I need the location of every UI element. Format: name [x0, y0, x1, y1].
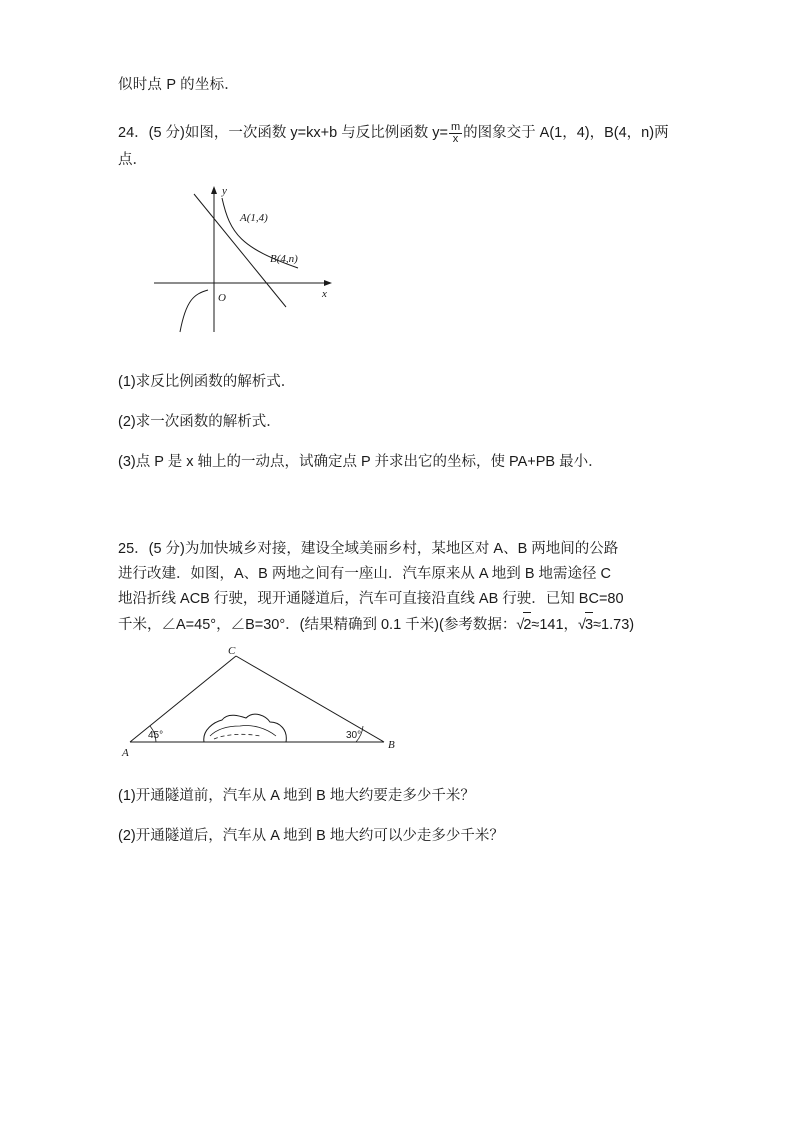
question-25-sub-2: (2)开通隧道后，汽车从 A 地到 B 地大约可以少走多少千米？ — [118, 828, 504, 844]
top-text-fragment: 似时点 P 的坐标． — [118, 77, 239, 93]
spacer — [118, 809, 683, 823]
point-b-label: B(4,n) — [270, 253, 298, 265]
spacer — [118, 395, 683, 409]
fraction-denominator: x — [452, 132, 459, 145]
spacer — [118, 515, 683, 537]
origin-label: O — [218, 292, 226, 304]
question-24-text-b: 的图象交于 A(1，4)，B(4，n)两点． — [118, 125, 669, 168]
question-25-line-3: 地沿折线 ACB 行驶，现开通隧道后，汽车可直接沿直线 AB 行驶．已知 BC=80 — [118, 591, 624, 607]
question-25-score: (5 分) — [148, 541, 185, 557]
spacer — [118, 98, 683, 120]
question-24-score: (5 分) — [148, 125, 185, 141]
spacer — [118, 475, 683, 515]
question-25-line-1: 为加快城乡对接，建设全域美丽乡村，某地区对 A、B 两地间的公路 — [184, 541, 619, 557]
vertex-b-label: B — [388, 739, 395, 751]
x-axis-label: x — [322, 288, 327, 300]
spacer — [118, 355, 683, 369]
question-25-number: 25． — [118, 541, 149, 557]
sqrt-3-expression: √3 — [578, 612, 593, 638]
figure-question-25 — [118, 646, 683, 761]
question-24-text-a: 如图，一次函数 y=kx+b 与反比例函数 y= — [184, 125, 448, 141]
angle-b-label: 30° — [346, 730, 362, 741]
question-25-sub-1: (1)开通隧道前，汽车从 A 地到 B 地大约要走多少千米？ — [118, 788, 475, 804]
sqrt-2-expression: √2 — [516, 612, 531, 638]
question-24-heading — [118, 120, 683, 174]
question-24-number: 24． — [118, 125, 149, 141]
fraction-m-over-x — [449, 122, 462, 145]
sqrt-3-approx: ≈1.73) — [593, 617, 635, 633]
hyperbola-line-graph — [146, 182, 366, 347]
triangle-mountain-diagram — [118, 646, 408, 761]
y-axis-label: y — [222, 185, 227, 197]
vertex-a-label: A — [122, 747, 129, 759]
sqrt-2-approx: ≈141， — [531, 617, 579, 633]
question-25-heading — [118, 537, 683, 638]
sqrt-3-radicand: 3 — [585, 612, 593, 638]
angle-a-label: 45° — [148, 730, 164, 741]
question-24-sub-3: (3)点 P 是 x 轴上的一动点，试确定点 P 并求出它的坐标，使 PA+PB 最小． — [118, 454, 603, 470]
sqrt-2-radicand: 2 — [523, 612, 531, 638]
figure-question-24 — [146, 182, 683, 347]
spacer — [118, 769, 683, 783]
point-a-label: A(1,4) — [240, 212, 268, 224]
question-24-sub-1: (1)求反比例函数的解析式． — [118, 374, 296, 390]
fraction-numerator: m — [450, 120, 461, 133]
question-24-sub-2: (2)求一次函数的解析式． — [118, 414, 281, 430]
spacer — [118, 435, 683, 449]
question-25-line-4: 千米，∠A=45°，∠B=30°．(结果精确到 0.1 千米)(参考数据： — [118, 617, 517, 633]
vertex-c-label: C — [228, 646, 236, 657]
question-25-line-2: 进行改建．如图，A、B 两地之间有一座山．汽车原来从 A 地到 B 地需途径 C — [118, 566, 612, 582]
